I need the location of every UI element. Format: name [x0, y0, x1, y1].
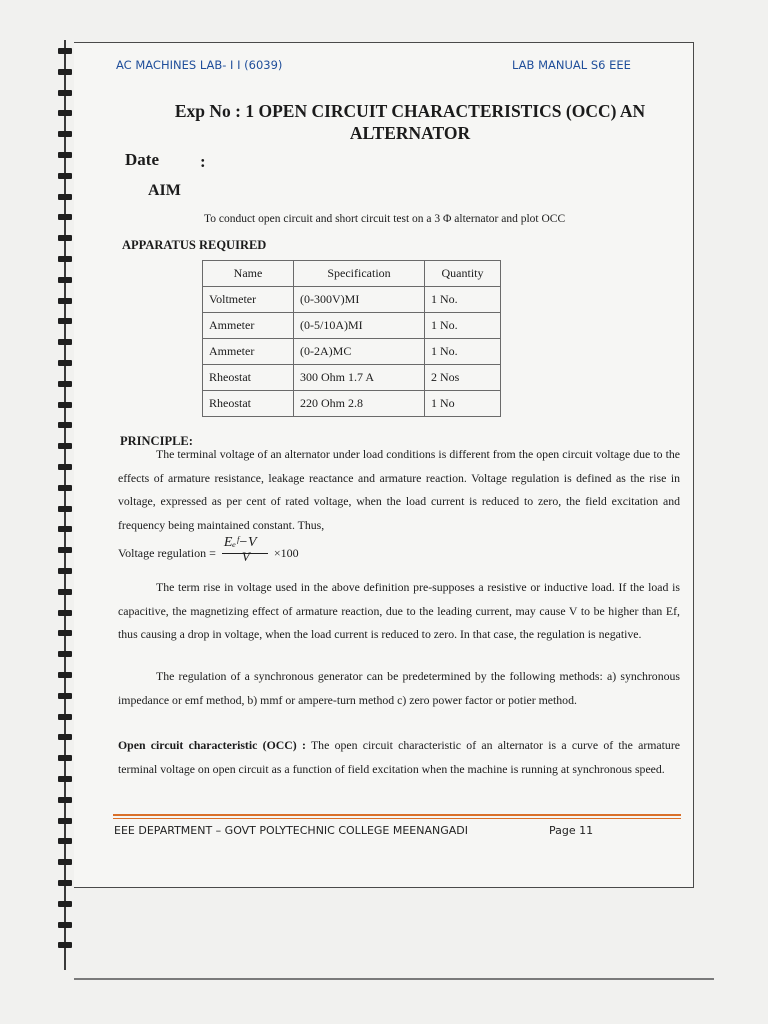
cell-specification: 300 Ohm 1.7 A — [294, 365, 425, 391]
aim-text: To conduct open circuit and short circuit test on a 3 Φ alternator and plot OCC — [204, 213, 566, 225]
binding-hole — [58, 173, 72, 179]
formula-label: Voltage regulation = — [118, 545, 216, 560]
binding-hole — [58, 360, 72, 366]
binding-hole — [58, 589, 72, 595]
binding-hole — [58, 610, 72, 616]
binding-hole — [58, 422, 72, 428]
table-header-row — [203, 261, 501, 287]
page-underneath-edge — [74, 978, 714, 980]
principle-paragraph-2: The term rise in voltage used in the above definition pre-supposes a resistive or inductive load. If the load is capacitive, the magnetizing effect of armature reaction, due to the leading current, may cause V to be higher than Ef, thus causing a drop in voltage, when the load current is reduced to zero. In that case, the regulation is negative. — [118, 580, 680, 641]
cell-quantity: 1 No. — [425, 287, 501, 313]
binding-hole — [58, 714, 72, 720]
binding-hole — [58, 339, 72, 345]
occ-paragraph — [118, 734, 680, 781]
table-row — [203, 339, 501, 365]
binding-hole — [58, 277, 72, 283]
principle-paragraph-1: The terminal voltage of an alternator under load conditions is different from the open circuit voltage due to the effects of armature resistance, leakage reactance and armature reaction. Voltage regulation is defined as the rise in voltage, expressed as per cent of rated voltage, when the load current is reduced to zero, the field excitation and frequency being maintained constant. Thus, — [118, 447, 680, 532]
table-row — [203, 287, 501, 313]
binding-hole — [58, 568, 72, 574]
binding-hole — [58, 901, 72, 907]
table-row — [203, 313, 501, 339]
binding-hole — [58, 880, 72, 886]
binding-hole — [58, 256, 72, 262]
binding-hole — [58, 776, 72, 782]
cell-specification: (0-300V)MI — [294, 287, 425, 313]
binding-hole — [58, 859, 72, 865]
binding-hole — [58, 110, 72, 116]
binding-hole — [58, 48, 72, 54]
apparatus-heading: APPARATUS REQUIRED — [122, 238, 267, 252]
cell-name: Voltmeter — [203, 287, 294, 313]
binding-hole — [58, 755, 72, 761]
apparatus-table — [202, 260, 501, 417]
footer-rule-thick — [113, 814, 681, 816]
cell-specification: (0-2A)MC — [294, 339, 425, 365]
cell-quantity: 2 Nos — [425, 365, 501, 391]
binding-hole — [58, 402, 72, 408]
cell-name: Rheostat — [203, 391, 294, 417]
cell-quantity: 1 No — [425, 391, 501, 417]
binding-hole — [58, 214, 72, 220]
binding-hole — [58, 131, 72, 137]
binding-hole — [58, 506, 72, 512]
binding-hole — [58, 797, 72, 803]
column-header-name: Name — [203, 261, 294, 287]
cell-specification: 220 Ohm 2.8 — [294, 391, 425, 417]
footer-rule-thin — [113, 818, 681, 819]
cell-specification: (0-5/10A)MI — [294, 313, 425, 339]
binding-hole — [58, 152, 72, 158]
cell-name: Rheostat — [203, 365, 294, 391]
column-header-specification: Specification — [294, 261, 425, 287]
cell-name: Ammeter — [203, 339, 294, 365]
binding-hole — [58, 922, 72, 928]
header-left: AC MACHINES LAB- I I (6039) — [116, 58, 283, 72]
occ-text: The open circuit characteristic of an alternator is a curve of the armature terminal voltage on open circuit as a function of field excitation when the machine is running at synchronous speed. — [118, 738, 680, 776]
binding-hole — [58, 693, 72, 699]
formula-fraction — [216, 535, 274, 565]
footer-department: EEE DEPARTMENT – GOVT POLYTECHNIC COLLEGE MEENANGADI — [114, 824, 468, 837]
binding-hole — [58, 818, 72, 824]
binding-hole — [58, 485, 72, 491]
formula-multiplier: ×100 — [273, 545, 299, 560]
title-line-2: ALTERNATOR — [349, 123, 471, 143]
binding-hole — [58, 651, 72, 657]
binding-hole — [58, 194, 72, 200]
occ-heading: Open circuit characteristic (OCC) : — [118, 738, 306, 752]
header-right: LAB MANUAL S6 EEE — [512, 58, 631, 72]
formula-numerator: Eₑᶠ−V — [223, 535, 257, 550]
binding-hole — [58, 464, 72, 470]
binding-hole — [58, 547, 72, 553]
binding-hole — [58, 838, 72, 844]
binding-hole — [58, 526, 72, 532]
aim-heading: AIM — [148, 182, 181, 199]
date-label: Date — [125, 150, 159, 169]
column-header-quantity: Quantity — [425, 261, 501, 287]
binding-hole — [58, 90, 72, 96]
principle-paragraph-3: The regulation of a synchronous generator can be predetermined by the following methods: a) synchronous impedance or emf method, b) mmf or ampere-turn method c) zero power factor or potier method. — [118, 669, 680, 707]
binding-hole — [58, 672, 72, 678]
voltage-regulation-formula — [118, 535, 299, 565]
title-line-1: Exp No : 1 OPEN CIRCUIT CHARACTERISTICS (OCC) AN — [174, 101, 646, 121]
binding-hole — [58, 69, 72, 75]
cell-quantity: 1 No. — [425, 339, 501, 365]
binding-hole — [58, 630, 72, 636]
cell-name: Ammeter — [203, 313, 294, 339]
principle-heading: PRINCIPLE: — [120, 434, 193, 448]
table-row — [203, 365, 501, 391]
page-title — [140, 100, 680, 144]
binding-hole — [58, 942, 72, 948]
binding-hole — [58, 734, 72, 740]
binding-hole — [58, 318, 72, 324]
binding-hole — [58, 443, 72, 449]
binding-hole — [58, 235, 72, 241]
binding-hole — [58, 381, 72, 387]
date-colon: : — [200, 152, 206, 171]
cell-quantity: 1 No. — [425, 313, 501, 339]
formula-denominator: V — [241, 549, 250, 564]
footer-page-number: Page 11 — [549, 824, 594, 837]
table-row — [203, 391, 501, 417]
binding-hole — [58, 298, 72, 304]
